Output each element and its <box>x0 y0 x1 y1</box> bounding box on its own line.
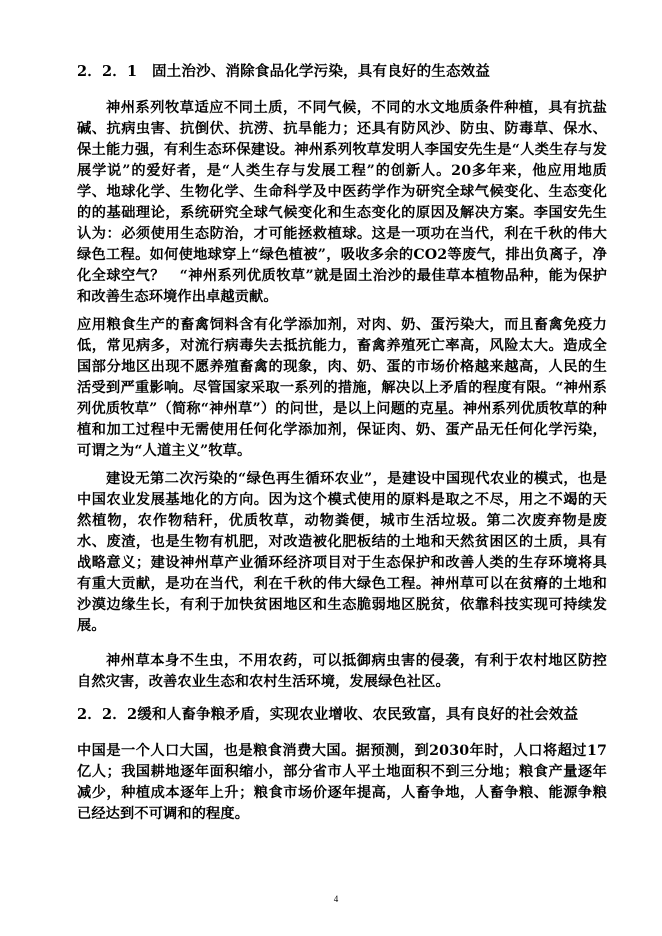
paragraph-pest-resistance: 神州草本身不生虫，不用农药，可以抵御病虫害的侵袭，有利于农村地区防控自然灾害，改善农业生态和农村生活环境，发展绿色社区。 <box>77 653 607 690</box>
section-heading-2-2-2: 2．2．2缓和人畜争粮矛盾，实现农业增收、农民致富，具有良好的社会效益 <box>77 706 579 723</box>
paragraph-population-grain-demand: 中国是一个人口大国，也是粮食消费大国。据预测，到2030年时，人口将超过17亿人；我国耕地逐年面积缩小，部分省市人平土地面积不到三分地；粮食产量逐年减少，种植成本逐年上升；粮食市场价逐年提高，人畜争地，人畜争粮、能源争粮已经达到不可调和的程度。 <box>77 743 607 822</box>
paragraph-feed-chemical-pollution: 应用粮食生产的畜禽饲料含有化学添加剂，对肉、奶、蛋污染大，而且畜禽免疫力低，常见病多，对流行病毒失去抵抗能力，畜禽养殖死亡率高，风险太大。造成全国部分地区出现不愿养殖畜禽的现象，肉、奶、蛋的市场价格越来越高，人民的生活受到严重影响。尽管国家采取一系列的措施，解决以上矛盾的程度有限。“神州系列优质牧草”（简称“神州草”）的问世，是以上问题的克星。神州系列优质牧草的种植和加工过程中无需使用任何化学添加剂，保证肉、奶、蛋产品无任何化学污染，可谓之为“人道主义”牧草。 <box>77 317 607 459</box>
paragraph-ecological-benefits: 神州系列牧草适应不同土质，不同气候，不同的水文地质条件种植，具有抗盐碱、抗病虫害、抗倒伏、抗涝、抗旱能力；还具有防风沙、防虫、防毒草、保水、保土能力强，有利生态环保建设。神州系列牧草发明人李国安先生是“人类生存与发展学说”的爱好者，是“人类生存与发展工程”的创新人。20多年来，他应用地质学、地球化学、生物化学、生命科学及中医药学作为研究全球气候变化、生态变化的的基础理论，系统研究全球气候变化和生态变化的原因及解决方案。李国安先生认为：必须使用生态防治，才可能拯救植球。这是一项功在当代，利在千秋的伟大绿色工程。如何使地球穿上“绿色植被”，吸收多余的CO2等废气，排出负离子，净化全球空气？ “神州系列优质牧草”就是固土治沙的最佳草本植物品种，能为保护和改善生态环境作出卓越贡献。 <box>77 100 607 305</box>
section-heading-2-2-1: 2．2．1 固土治沙、消除食品化学污染，具有良好的生态效益 <box>77 63 491 80</box>
paragraph-green-circular-agriculture: 建设无第二次污染的“绿色再生循环农业”，是建设中国现代农业的模式，也是中国农业发展基地化的方向。因为这个模式使用的原料是取之不尽，用之不竭的天然植物，农作物秸秆，优质牧草，动物粪便，城市生活垃圾。第二次废弃物是废水、废渣，也是生物有机肥，对改造被化肥板结的土地和天然贫困区的土质，具有战略意义；建设神州草产业循环经济项目对于生态保护和改善人类的生存环境将具有重大贡献，是功在当代，利在千秋的伟大绿色工程。神州草可以在贫瘠的土地和沙漠边缘生长，有利于加快贫困地区和生态脆弱地区脱贫，依靠科技实现可持续发展。 <box>77 471 607 634</box>
page-number: 4 <box>333 894 339 904</box>
